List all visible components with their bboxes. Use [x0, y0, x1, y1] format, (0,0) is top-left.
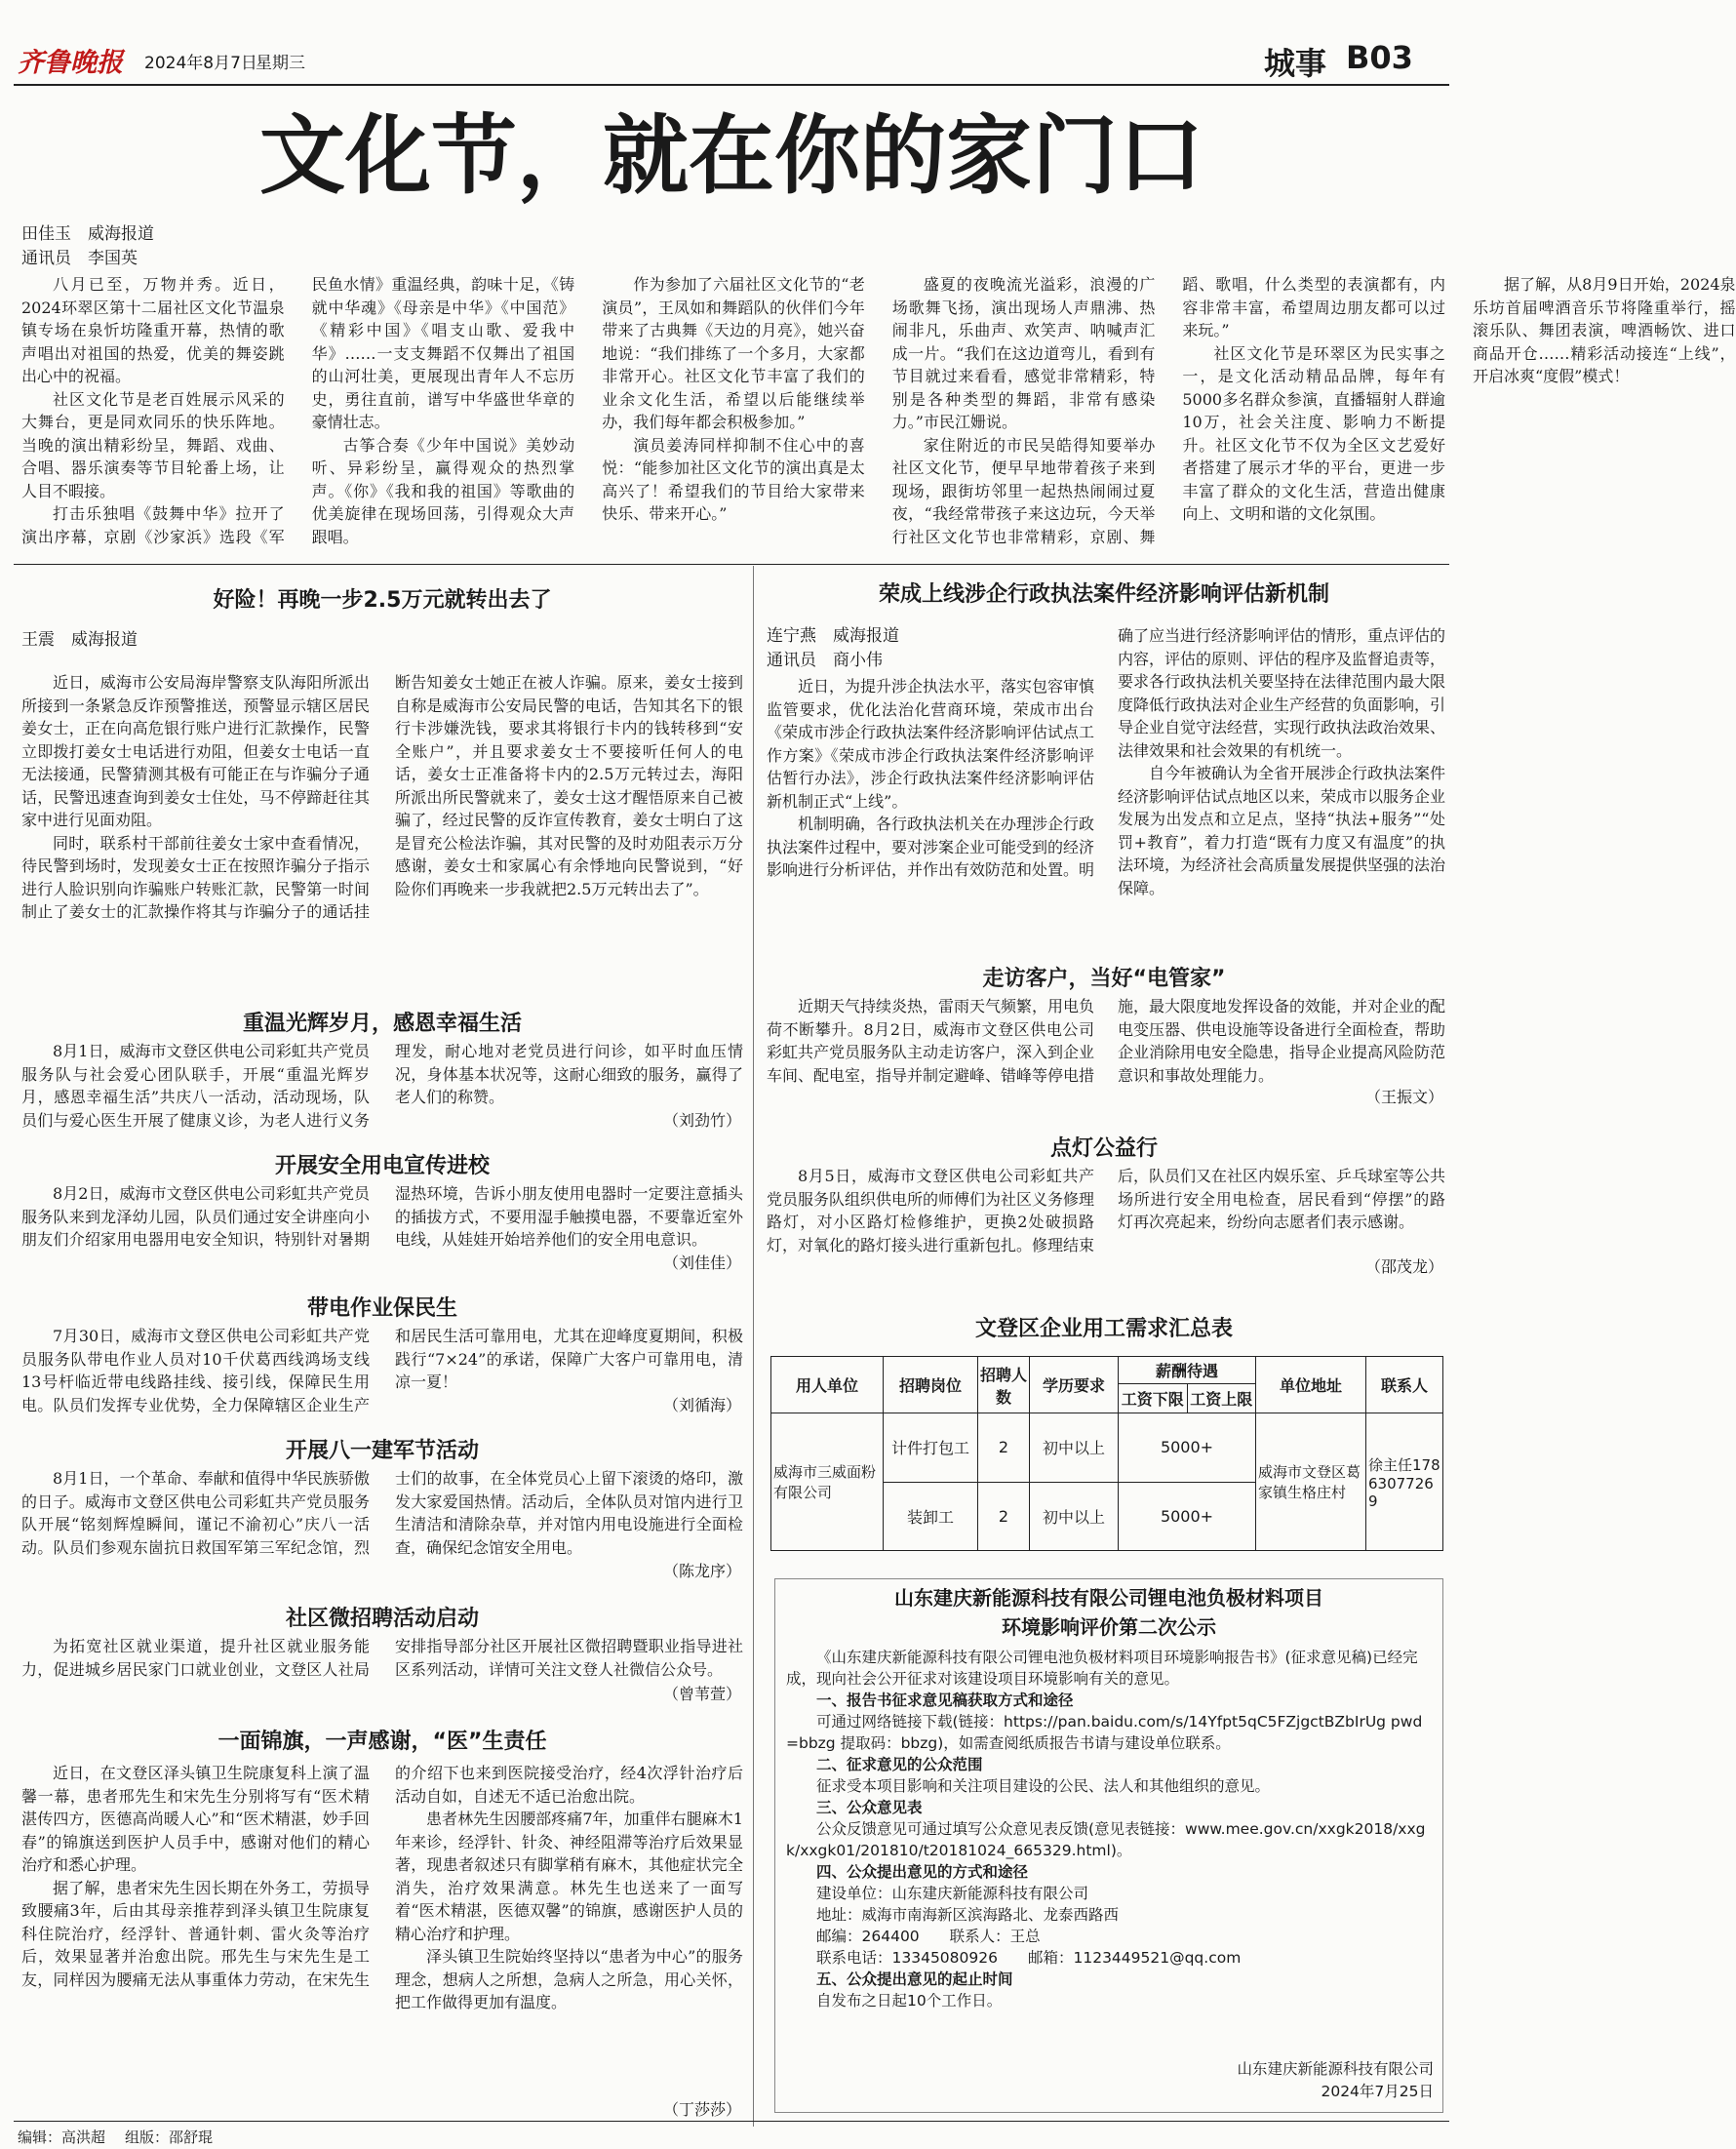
col-count: 招聘人数 — [978, 1357, 1030, 1413]
masthead-logo: 齐鲁晚报 — [18, 48, 123, 78]
notice-signer: 山东建庆新能源科技有限公司 — [1237, 2060, 1434, 2078]
footer-rule — [14, 2121, 1449, 2122]
short-sign-2: （刘佳佳） — [662, 1254, 741, 1272]
lead-bottom-rule — [14, 564, 1449, 565]
cell-count: 2 — [978, 1413, 1030, 1483]
short-body-5: 为拓宽社区就业渠道，提升社区就业服务能力，促进城乡居民家门口就业创业，文登区人社局安排指导部分社区开展社区微招聘暨职业指导进社区系列活动，详情可关注文登人社微信公众号。 — [21, 1637, 743, 1679]
short-sign-5: （曾苇萱） — [662, 1685, 741, 1703]
short-headline-1: 重温光辉岁月，感恩幸福生活 — [242, 1012, 522, 1036]
cell-post: 计件打包工 — [884, 1413, 978, 1483]
col-pay-high: 工资上限 — [1187, 1384, 1256, 1413]
fraud-body: 近日，威海市公安局海岸警察支队海阳所派出所接到一条紧急反诈预警推送，预警显示辖区居民姜女士，正在向高危银行账户进行汇款操作，民警立即拨打姜女士电话进行劝阻，但姜女士电话一直无法接通，民警猜测其极有可能正在与诈骗分子通话，民警迅速查询到姜女士住处，马不停蹄赶往其家中进行见面劝阻。 同时，联系村干部前往姜女士家中查看情况，待民警到场时，发现姜女士正在按照诈骗分子指示进行人脸识别向诈骗账户转账汇款，民警第一时间制止了姜女士的汇款操作将其与诈骗分子的通话挂断告知姜女士她正在被人诈骗。原来，姜女士接到自称是威海市公安局民警的电话，告知其名下的银行卡涉嫌洗钱，要求其将银行卡内的钱转移到“安全账户”，并且要求姜女士不要接听任何人的电话，姜女士正准备将卡内的2.5万元转过去，海阳所派出所民警就来了，姜女士这才醒悟原来自己被骗了，经过民警的反诈宣传教育，姜女士明白了这是冒充公检法诈骗，其对民警的及时劝阻表示万分感谢，姜女士和家属心有余悸地向民警说到，“好险你们再晚来一步我就把2.5万元转出去了”。 — [21, 673, 743, 921]
medical-headline: 一面锦旗，一声感谢，“医”生责任 — [217, 1730, 547, 1754]
short-sign-3: （刘循海） — [662, 1396, 741, 1414]
col-unit: 用人单位 — [771, 1357, 884, 1413]
cell-count: 2 — [978, 1482, 1030, 1551]
short-headline-5: 社区微招聘活动启动 — [285, 1607, 479, 1631]
col-pay-low: 工资下限 — [1119, 1384, 1188, 1413]
cell-edu: 初中以上 — [1030, 1482, 1119, 1551]
page-number: B03 — [1346, 39, 1413, 76]
jobs-table — [770, 1356, 1443, 1551]
col-edu: 学历要求 — [1030, 1357, 1119, 1413]
short-body-3: 7月30日，威海市文登区供电公司彩虹共产党员服务队带电作业人员对10千伏葛西线鸿场支线13号杆临近带电线路挂线、接引线，保障民生用电。队员们发挥专业优势，全力保障辖区企业生产和居民生活可靠用电，尤其在迎峰度夏期间，积极践行“7×24”的承诺，保障广大客户可靠用电，清凉一夏！ — [21, 1327, 743, 1414]
table-row — [771, 1413, 1443, 1483]
issue-date: 2024年8月7日 — [144, 54, 257, 73]
notice-body: 《山东建庆新能源科技有限公司锂电池负极材料项目环境影响报告书》(征求意见稿)已经完成，现向社会公开征求对该建设项目环境影响有关的意见。 一、报告书征求意见稿获取方式和途径 可通过网络链接下载(链接：https://pan.baidu.com/s/14Yfpt5qC5FZjgctBZbIrUg pwd=bbzg 提取码：bbzg)，如需查阅纸质报告书请与建设单位联系。 二、征求意见的公众范围 征求受本项目影响和关注项目建设的公民、法人和其他组织的意见。 三、公众意见表 公众反馈意见可通过填写公众意见表反馈(意见表链接：www.mee.gov.cn/xxgk2018/xxgk/xxgk01/201810/t20181024_665329.html)。 四、公众提出意见的方式和途径 建设单位：山东建庆新能源科技有限公司 地址：威海市南海新区滨海路北、龙泰西路西 邮编：264400 联系人：王总 联系电话：13345080926 邮箱：1123449521@qq.com 五、公众提出意见的起止时间 自发布之日起10个工作日。 — [786, 1649, 1426, 2010]
cell-post: 装卸工 — [884, 1482, 978, 1551]
short-body-1: 8月1日，威海市文登区供电公司彩虹共产党员服务队与社会爱心团队联手，开展“重温光辉岁月，感恩幸福生活”共庆八一活动，活动现场，队员们与爱心医生开展了健康义诊，为老人进行义务理发，耐心地对老党员进行问诊，如平时血压情况，身体基本状况等，这耐心细致的服务，赢得了老人们的称赞。 — [21, 1042, 743, 1130]
short-body-2: 8月2日，威海市文登区供电公司彩虹共产党员服务队来到龙泽幼儿园，队员们通过安全讲座向小朋友们介绍家用电器用电安全知识，特别针对暑期湿热环境，告诉小朋友使用电器时一定要注意插头的插拔方式，不要用湿手触摸电器，不要靠近室外电线，从娃娃开始培养他们的安全用电意识。 — [21, 1184, 743, 1249]
fraud-headline: 好险！再晚一步2.5万元就转出去了 — [213, 588, 552, 613]
col-contact: 联系人 — [1366, 1357, 1443, 1413]
issue-weekday: 星期三 — [256, 54, 305, 73]
lights-body: 8月5日，威海市文登区供电公司彩虹共产党员服务队组织供电所的师傅们为社区义务修理路灯，对小区路灯检修维护，更换2处破损路灯，对氧化的路灯接头进行重新包扎。修理结束后，队员们又在社区内娱乐室、乒乓球室等公共场所进行安全用电检查，居民看到“停摆”的路灯再次亮起来，纷纷向志愿者们表示感谢。 — [767, 1167, 1446, 1254]
lights-sign: （邵茂龙） — [1364, 1257, 1443, 1276]
visit-body: 近期天气持续炎热，雷雨天气频繁，用电负荷不断攀升。8月2日，威海市文登区供电公司彩虹共产党员服务队主动走访客户，深入到企业车间、配电室，指导并制定避峰、错峰等停电措施，最大限度地发挥设备的效能，并对企业的配电变压器、供电设施等设备进行全面检查，帮助企业消除用电安全隐患，指导企业提高风险防范意识和事故处理能力。 — [767, 997, 1446, 1085]
cell-pay: 5000+ — [1119, 1482, 1256, 1551]
rongcheng-headline: 荣成上线涉企行政执法案件经济影响评估新机制 — [878, 582, 1329, 607]
medical-sign: （丁莎莎） — [662, 2100, 741, 2119]
short-headline-3: 带电作业保民生 — [306, 1296, 457, 1321]
cell-company: 威海市三威面粉有限公司 — [771, 1413, 884, 1551]
center-divider — [753, 566, 754, 2127]
rongcheng-body: 近日，为提升涉企执法水平，落实包容审慎监管要求，优化法治化营商环境，荣成市出台《荣成市涉企行政执法案件经济影响评估试点工作方案》《荣成市涉企行政执法案件经济影响评估暂行办法》，涉企行政执法案件经济影响评估新机制正式“上线”。 机制明确，各行政执法机关在办理涉企行政执法案件过程中，要对涉案企业可能受到的经济影响进行分析评估，并作出有效防范和处置。明确了应当进行经济影响评估的情形，重点评估的内容，评估的原则、评估的程序及监督追责等，要求各行政执法机关要坚持在法律范围内最大限度降低行政执法对企业生产经营的负面影响，引导企业自觉守法经营，实现行政执法政治效果、法律效果和社会效果的有机统一。 自今年被确认为全省开展涉企行政执法案件经济影响评估试点地区以来，荣成市以服务企业发展为出发点和立足点，坚持“执法+服务”“处罚+教育”，着力打造“既有力度又有温度”的执法环境，为经济社会高质量发展提供坚强的法治保障。 — [767, 626, 1446, 897]
footer-editor: 编辑：高洪超 — [18, 2129, 106, 2146]
cell-pay: 5000+ — [1119, 1413, 1256, 1483]
lights-headline: 点灯公益行 — [1049, 1136, 1158, 1161]
footer-designer: 组版：邵舒琨 — [125, 2129, 214, 2146]
short-headline-2: 开展安全用电宣传进校 — [274, 1154, 490, 1178]
short-headline-4: 开展八一建军节活动 — [285, 1439, 479, 1463]
medical-body: 近日，在文登区泽头镇卫生院康复科上演了温馨一幕，患者邢先生和宋先生分别将写有“医术精湛传四方，医德高尚暖人心”和“医术精湛，妙手回春”的锦旗送到医护人员手中，感谢对他们的精心治疗和悉心护理。 据了解，患者宋先生因长期在外务工，劳损导致腰痛3年，后由其母亲推荐到泽头镇卫生院康复科住院治疗，经浮针、普通针刺、雷火灸等治疗后，效果显著并治愈出院。邢先生与宋先生是工友，同样因为腰痛无法从事重体力劳动，在宋先生的介绍下也来到医院接受治疗，经4次浮针治疗后活动自如，自述无不适已治愈出院。 患者林先生因腰部疼痛7年，加重伴右腿麻木1年来诊，经浮针、针灸、神经阻滞等治疗后效果显著，现患者叙述只有脚掌稍有麻木，其他症状完全消失，治疗效果满意。林先生也送来了一面写着“医术精湛，医德双馨”的锦旗，感谢医护人员的精心治疗和护理。 泽头镇卫生院始终坚持以“患者为中心”的服务理念，想病人之所想，急病人之所急，用心关怀，把工作做得更加有温度。 — [21, 1764, 743, 2011]
col-post: 招聘岗位 — [884, 1357, 978, 1413]
notice-title-1: 山东建庆新能源科技有限公司锂电池负极材料项目 — [894, 1586, 1323, 1610]
section-name: 城事 — [1264, 45, 1327, 82]
col-addr: 单位地址 — [1256, 1357, 1366, 1413]
fraud-byline: 王震 威海报道 — [21, 630, 138, 650]
lead-body: 八月已至，万物并秀。近日，2024环翠区第十二届社区文化节温泉镇专场在泉忻坊隆重开幕，热情的歌声唱出对祖国的热爱，优美的舞姿跳出心中的祝福。 社区文化节是老百姓展示风采的大舞台，更是同欢同乐的快乐阵地。当晚的演出精彩纷呈，舞蹈、戏曲、合唱、器乐演奏等节目轮番上场，让人目不暇接。 打击乐独唱《鼓舞中华》拉开了演出序幕，京剧《沙家浜》选段《军民鱼水情》重温经典，韵味十足，《铸就中华魂》《母亲是中华》《中国范》《精彩中国》《唱支山歌、爱我中华》……一支支舞蹈不仅舞出了祖国的山河壮美，更展现出青年人不忘历史，勇往直前，谱写中华盛世华章的豪情壮志。 古筝合奏《少年中国说》美妙动听、异彩纷呈，赢得观众的热烈掌声。《你》《我和我的祖国》等歌曲的优美旋律在现场回荡，引得观众大声跟唱。 作为参加了六届社区文化节的“老演员”，王凤如和舞蹈队的伙伴们今年带来了古典舞《天边的月亮》，她兴奋地说：“我们排练了一个多月，大家都非常开心。社区文化节丰富了我们的业余文化生活，希望以后能继续举办，我们每年都会积极参加。” 演员姜涛同样抑制不住心中的喜悦：“能参加社区文化节的演出真是太高兴了！希望我们的节目给大家带来快乐、带来开心。” 盛夏的夜晚流光溢彩，浪漫的广场歌舞飞扬，演出现场人声鼎沸、热闹非凡，乐曲声、欢笑声、呐喊声汇成一片。“我们在这边道弯儿，看到有节目就过来看看，感觉非常精彩，特别是各种类型的舞蹈，非常有感染力。”市民江姗说。 家住附近的市民吴皓得知要举办社区文化节，便早早地带着孩子来到现场，跟街坊邻里一起热热闹闹过夏夜，“我经常带孩子来这边玩，今天举行社区文化节也非常精彩，京剧、舞蹈、歌唱，什么类型的表演都有，内容非常丰富，希望周边朋友都可以过来玩。” 社区文化节是环翠区为民实事之一，是文化活动精品品牌，每年有5000多名群众参演，直播辐射人群逾10万，社会关注度、影响力不断提升。社区文化节不仅为全区文艺爱好者搭建了展示才华的平台，更进一步丰富了群众的文化生活，营造出健康向上、文明和谐的文化氛围。 据了解，从8月9日开始，2024泉乐坊首届啤酒音乐节将隆重举行，摇滚乐队、舞团表演，啤酒畅饮、进口商品开仓……精彩活动接连“上线”，开启冰爽“度假”模式！ — [21, 275, 1736, 546]
cell-contact: 徐主任17863077269 — [1366, 1413, 1443, 1551]
notice-title-2: 环境影响评价第二次公示 — [1002, 1615, 1216, 1639]
cell-edu: 初中以上 — [1030, 1413, 1119, 1483]
short-sign-1: （刘劲竹） — [662, 1111, 741, 1130]
short-body-4: 8月1日，一个革命、奉献和值得中华民族骄傲的日子。威海市文登区供电公司彩虹共产党员服务队开展“铭刻辉煌瞬间，谨记不渝初心”庆八一活动。队员们参观东崮抗日救国军第三军纪念馆，烈士们的故事，在全体党员心上留下滚烫的烙印，激发大家爱国热情。活动后，全体队员对馆内进行卫生清洁和清除杂草，并对馆内用电设施进行全面检查，确保纪念馆安全用电。 — [21, 1469, 743, 1557]
rongcheng-byline: 连宁燕 威海报道 通讯员 商小伟 — [767, 626, 899, 670]
cell-address: 威海市文登区葛家镇生格庄村 — [1256, 1413, 1366, 1551]
notice-date: 2024年7月25日 — [1321, 2083, 1434, 2100]
jobs-table-title: 文登区企业用工需求汇总表 — [974, 1317, 1233, 1341]
header-rule — [14, 84, 1449, 86]
col-pay: 薪酬待遇 — [1119, 1357, 1256, 1384]
lead-byline: 田佳玉 威海报道 通讯员 李国英 — [21, 224, 154, 268]
lead-headline: 文化节，就在你的家门口 — [258, 105, 1203, 206]
short-sign-4: （陈龙序） — [662, 1562, 741, 1580]
visit-sign: （王振文） — [1364, 1088, 1443, 1106]
visit-headline: 走访客户，当好“电管家” — [982, 967, 1226, 991]
